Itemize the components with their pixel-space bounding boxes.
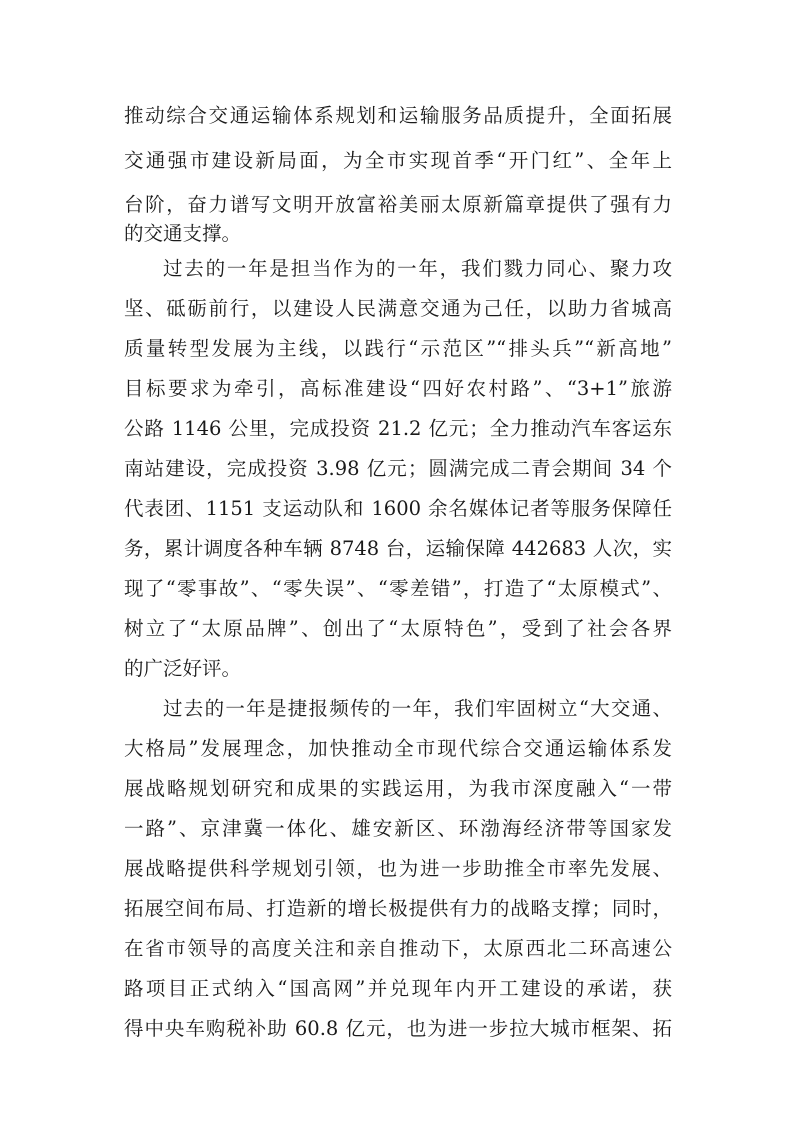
paragraph-first-line: 过去的一年是担当作为的一年，我们戮力同心、聚力攻 — [163, 257, 672, 280]
text-line: 交通强市建设新局面，为全市实现首季“开门红”、全年上 — [124, 149, 672, 172]
text-line: 树立了“太原品牌”、创出了“太原特色”，受到了社会各界 — [124, 617, 672, 640]
text-line: 坚、砥砺前行，以建设人民满意交通为己任，以助力省城高 — [124, 297, 672, 320]
text-line: 的广泛好评。 — [124, 657, 242, 680]
text-line: 拓展空间布局、打造新的增长极提供有力的战略支撑；同时， — [124, 897, 672, 920]
text-line: 在省市领导的高度关注和亲自推动下，太原西北二环高速公 — [124, 937, 672, 960]
text-line: 公路 1146 公里，完成投资 21.2 亿元；全力推动汽车客运东 — [124, 417, 672, 440]
text-line: 路项目正式纳入“国高网”并兑现年内开工建设的承诺，获 — [124, 977, 672, 1000]
text-line: 推动综合交通运输体系规划和运输服务品质提升，全面拓展 — [124, 104, 672, 127]
text-line: 展战略规划研究和成果的实践运用，为我市深度融入“一带 — [124, 777, 672, 800]
text-line: 得中央车购税补助 60.8 亿元，也为进一步拉大城市框架、拓 — [124, 1017, 672, 1040]
text-line: 质量转型发展为主线，以践行“示范区”“排头兵”“新高地” — [124, 337, 672, 360]
text-line: 现了“零事故”、“零失误”、“零差错”，打造了“太原模式”、 — [124, 577, 672, 600]
text-line: 台阶，奋力谱写文明开放富裕美丽太原新篇章提供了强有力 — [124, 193, 672, 216]
text-line: 务，累计调度各种车辆 8748 台，运输保障 442683 人次，实 — [124, 537, 672, 560]
text-line: 的交通支撑。 — [124, 222, 242, 245]
text-line: 展战略提供科学规划引领，也为进一步助推全市率先发展、 — [124, 857, 672, 880]
text-line: 目标要求为牵引，高标准建设“四好农村路”、“3+1”旅游 — [124, 377, 672, 400]
text-line: 大格局”发展理念，加快推动全市现代综合交通运输体系发 — [124, 737, 672, 760]
text-line: 代表团、1151 支运动队和 1600 余名媒体记者等服务保障任 — [124, 497, 672, 520]
paragraph-first-line: 过去的一年是捷报频传的一年，我们牢固树立“大交通、 — [163, 697, 672, 720]
text-line: 一路”、京津冀一体化、雄安新区、环渤海经济带等国家发 — [124, 817, 672, 840]
text-line: 南站建设，完成投资 3.98 亿元；圆满完成二青会期间 34 个 — [124, 457, 672, 480]
